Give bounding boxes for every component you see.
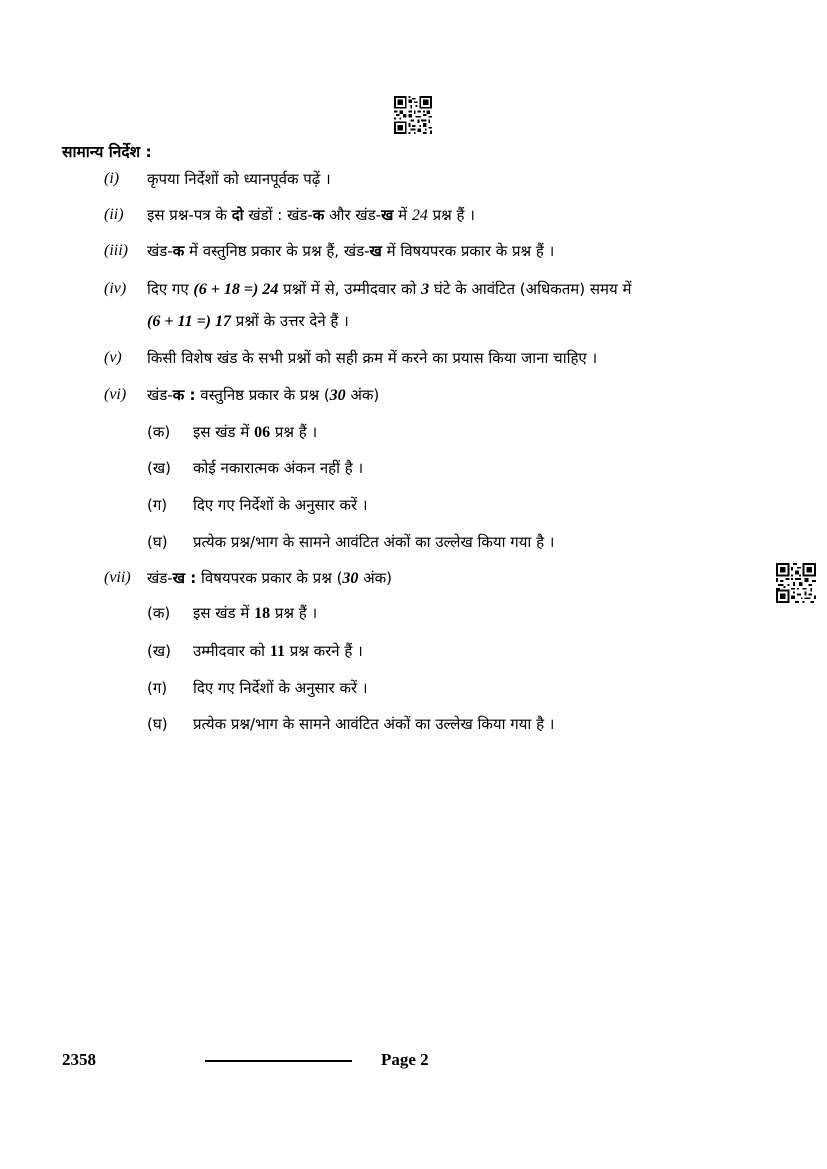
sub-instruction-number: (क) [147, 423, 171, 441]
page-title: सामान्य निर्देश : [62, 143, 152, 161]
instruction-text: (6 + 11 =) 17 प्रश्नों के उत्तर देने हैं । [147, 312, 349, 330]
sub-instruction-text: कोई नकारात्मक अंकन नहीं है । [193, 459, 364, 477]
instruction-number: (iii) [104, 242, 128, 259]
instruction-number: (i) [104, 170, 120, 187]
instruction-number: (v) [104, 349, 122, 366]
sub-instruction-number: (घ) [147, 715, 168, 733]
sub-instruction-number: (ग) [147, 496, 168, 514]
qr-code-icon [394, 96, 432, 134]
sub-instruction-text: उम्मीदवार को 11 प्रश्न करने हैं । [193, 642, 363, 660]
instruction-number: (vi) [104, 386, 127, 403]
instruction-text: खंड-ख : विषयपरक प्रकार के प्रश्न (30 अंक) [147, 569, 393, 587]
sub-instruction-number: (घ) [147, 533, 168, 551]
footer-rule [205, 1060, 352, 1062]
sub-instruction-text: प्रत्येक प्रश्न/भाग के सामने आवंटित अंकों का उल्लेख किया गया है । [193, 533, 555, 551]
sub-instruction-text: दिए गए निर्देशों के अनुसार करें । [193, 679, 368, 697]
sub-instruction-number: (ग) [147, 679, 168, 697]
instruction-text: खंड-क में वस्तुनिष्ठ प्रकार के प्रश्न हैं, खंड-ख में विषयपरक प्रकार के प्रश्न हैं । [147, 242, 555, 260]
sub-instruction-number: (ख) [147, 642, 171, 660]
sub-instruction-number: (क) [147, 604, 171, 622]
sub-instruction-text: इस खंड में 06 प्रश्न हैं । [193, 423, 318, 441]
instruction-number: (vii) [104, 569, 131, 586]
sub-instruction-text: प्रत्येक प्रश्न/भाग के सामने आवंटित अंकों का उल्लेख किया गया है । [193, 715, 555, 733]
instruction-text: कृपया निर्देशों को ध्यानपूर्वक पढ़ें । [147, 170, 331, 188]
instruction-text: दिए गए (6 + 18 =) 24 प्रश्नों में से, उम्मीदवार को 3 घंटे के आवंटित (अधिकतम) समय में [147, 280, 632, 298]
page-number: Page 2 [381, 1050, 429, 1069]
instruction-text: इस प्रश्न-पत्र के दो खंडों : खंड-क और खंड-ख में 24 प्रश्न हैं । [147, 206, 475, 224]
sub-instruction-text: इस खंड में 18 प्रश्न हैं । [193, 604, 318, 622]
instruction-text: खंड-क : वस्तुनिष्ठ प्रकार के प्रश्न (30 अंक) [147, 386, 380, 404]
instruction-number: (ii) [104, 206, 124, 223]
qr-code-icon [776, 563, 816, 603]
instruction-number: (iv) [104, 280, 127, 297]
instruction-text: किसी विशेष खंड के सभी प्रश्नों को सही क्रम में करने का प्रयास किया जाना चाहिए । [147, 349, 598, 367]
sub-instruction-text: दिए गए निर्देशों के अनुसार करें । [193, 496, 368, 514]
sub-instruction-number: (ख) [147, 459, 171, 477]
paper-code: 2358 [62, 1050, 96, 1069]
